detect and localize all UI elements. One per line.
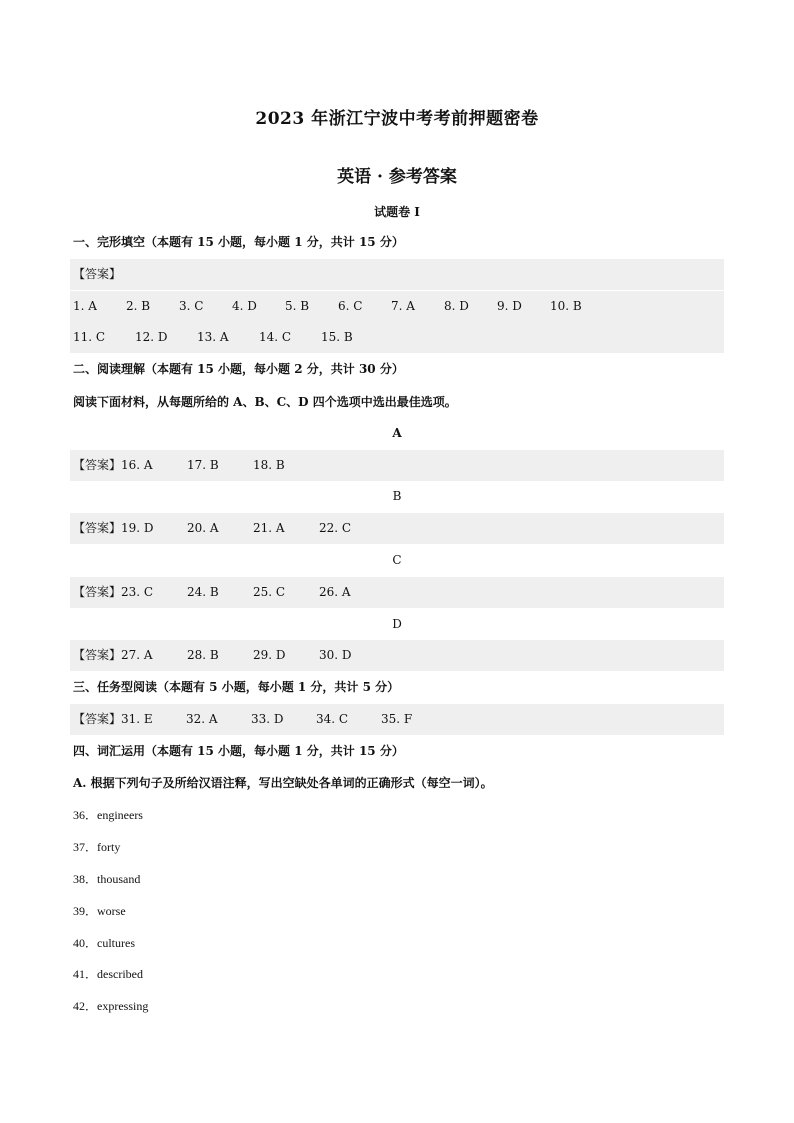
passage-b-answers [70, 513, 724, 544]
document-subtitle: 英语 · 参考答案 [337, 167, 457, 187]
answer-item: 7. A [391, 299, 415, 313]
vocab-item: 41．described [73, 967, 143, 981]
answer-item: 30. D [319, 648, 352, 662]
answer-item: 19. D [121, 521, 154, 535]
answer-item: 14. C [259, 330, 292, 344]
vocab-item: 40．cultures [73, 936, 135, 950]
answer-item: 17. B [187, 458, 219, 472]
section1-answer-label: 【答案】 [70, 259, 724, 290]
answer-item: 26. A [319, 585, 351, 599]
section4-subheading: A. 根据下列句子及所给汉语注释，写出空缺处各单词的正确形式（每空一词）。 [73, 776, 493, 790]
passage-d-answers [70, 640, 724, 671]
answer-item: 29. D [253, 648, 286, 662]
passage-letter-a: A [392, 426, 402, 440]
passage-letter-b: B [392, 489, 402, 503]
section1-answers-line2 [70, 322, 724, 353]
section3-answers [70, 704, 724, 735]
vocab-item: 39．worse [73, 904, 126, 918]
document-title: 2023 年浙江宁波中考考前押题密卷 [255, 109, 539, 129]
answer-item: 13. A [197, 330, 229, 344]
vocab-item: 38．thousand [73, 872, 141, 886]
answer-item: 4. D [232, 299, 257, 313]
answer-label: 【答案】 [73, 521, 122, 535]
answer-item: 16. A [121, 458, 153, 472]
vocab-item: 42．expressing [73, 999, 149, 1013]
answer-item: 24. B [187, 585, 219, 599]
section4-heading: 四、词汇运用（本题有 15 小题，每小题 1 分，共计 15 分） [73, 744, 404, 758]
answer-item: 9. D [497, 299, 522, 313]
answer-item: 3. C [179, 299, 204, 313]
answer-item: 1. A [73, 299, 97, 313]
vocab-item: 36．engineers [73, 808, 143, 822]
answer-item: 32. A [186, 712, 218, 726]
answer-item: 25. C [253, 585, 286, 599]
answer-item: 22. C [319, 521, 352, 535]
passage-a-answers [70, 450, 724, 481]
answer-item: 5. B [285, 299, 310, 313]
answer-item: 10. B [550, 299, 582, 313]
answer-item: 34. C [316, 712, 349, 726]
section2-instruction: 阅读下面材料，从每题所给的 A、B、C、D 四个选项中选出最佳选项。 [73, 395, 457, 409]
answer-item: 2. B [126, 299, 151, 313]
answer-item: 33. D [251, 712, 284, 726]
answer-item: 21. A [253, 521, 285, 535]
answer-item: 27. A [121, 648, 153, 662]
passage-letter-c: C [392, 553, 402, 567]
answer-item: 15. B [321, 330, 353, 344]
answer-item: 8. D [444, 299, 469, 313]
answer-item: 6. C [338, 299, 363, 313]
paper-label: 试题卷 I [374, 205, 420, 219]
answer-label: 【答案】 [73, 458, 122, 472]
answer-item: 35. F [381, 712, 413, 726]
vocab-item: 37．forty [73, 840, 121, 854]
section2-heading: 二、阅读理解（本题有 15 小题，每小题 2 分，共计 30 分） [73, 362, 404, 376]
answer-item: 12. D [135, 330, 168, 344]
passage-c-answers [70, 577, 724, 608]
section1-heading: 一、完形填空（本题有 15 小题，每小题 1 分，共计 15 分） [73, 235, 404, 249]
answer-item: 23. C [121, 585, 154, 599]
answer-item: 28. B [187, 648, 219, 662]
answer-item: 31. E [121, 712, 153, 726]
answer-item: 18. B [253, 458, 285, 472]
answer-label: 【答案】 [73, 585, 122, 599]
answer-item: 20. A [187, 521, 219, 535]
section1-answers-line1 [70, 291, 724, 322]
answer-item: 11. C [73, 330, 106, 344]
answer-label: 【答案】 [73, 648, 122, 662]
answer-label: 【答案】 [73, 712, 122, 726]
passage-letter-d: D [392, 617, 402, 631]
section3-heading: 三、任务型阅读（本题有 5 小题，每小题 1 分，共计 5 分） [73, 680, 400, 694]
